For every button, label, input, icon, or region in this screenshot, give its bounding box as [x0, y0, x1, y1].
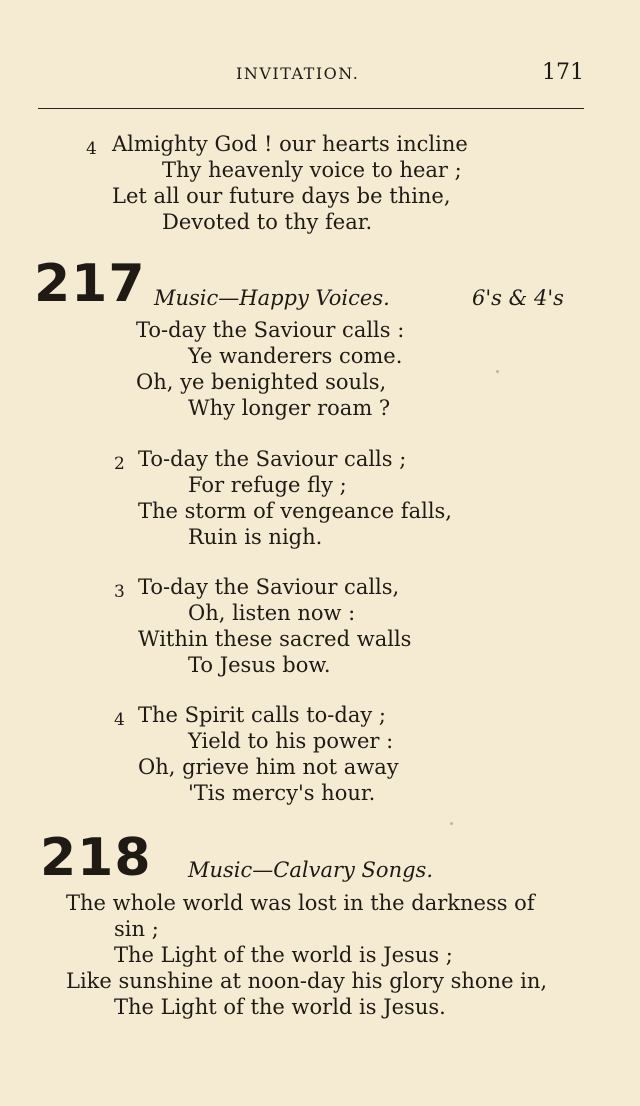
verse-line: Almighty God ! our hearts incline	[112, 132, 468, 156]
music-tune: Music—Happy Voices.	[154, 286, 390, 310]
verse-line: To-day the Saviour calls,	[138, 575, 400, 599]
verse-line: Devoted to thy fear.	[162, 210, 373, 234]
page-number: 171	[542, 60, 584, 85]
verse-number: 2	[114, 454, 125, 474]
verse-line: The Spirit calls to-day ;	[138, 703, 386, 727]
paper-speck	[496, 370, 499, 373]
paper-speck	[450, 822, 453, 825]
verse-line: Oh, listen now :	[188, 601, 356, 625]
verse-line: Why longer roam ?	[188, 396, 391, 420]
verse-line: Oh, grieve him not away	[138, 755, 399, 779]
verse-line: Ye wanderers come.	[188, 344, 403, 368]
hymn-number: 218	[40, 828, 152, 888]
verse-number: 4	[86, 139, 97, 159]
verse-line: The Light of the world is Jesus.	[114, 995, 446, 1019]
verse-line: For refuge fly ;	[188, 473, 347, 497]
verse-line: Yield to his power :	[188, 729, 394, 753]
header-rule	[38, 108, 584, 109]
verse-line: Oh, ye benighted souls,	[136, 370, 387, 394]
verse-line: The storm of vengeance falls,	[138, 499, 452, 523]
verse-line: To-day the Saviour calls ;	[138, 447, 407, 471]
verse-line: Let all our future days be thine,	[112, 184, 451, 208]
verse-line: Thy heavenly voice to hear ;	[162, 158, 462, 182]
music-tune: Music—Calvary Songs.	[188, 858, 433, 882]
hymn-meter: 6's & 4's	[472, 286, 564, 310]
running-head: INVITATION.	[236, 64, 360, 83]
verse-number: 3	[114, 582, 125, 602]
verse-line: Ruin is nigh.	[188, 525, 323, 549]
verse-line: The whole world was lost in the darkness of	[66, 891, 535, 915]
verse-line: To-day the Saviour calls :	[136, 318, 405, 342]
verse-line: Within these sacred walls	[138, 627, 412, 651]
verse-line: To Jesus bow.	[188, 653, 331, 677]
hymn-number: 217	[34, 254, 146, 314]
verse-line: 'Tis mercy's hour.	[188, 781, 376, 805]
verse-number: 4	[114, 710, 125, 730]
verse-line: sin ;	[114, 917, 159, 941]
verse-line: Like sunshine at noon-day his glory shone in,	[66, 969, 548, 993]
verse-line: The Light of the world is Jesus ;	[114, 943, 453, 967]
